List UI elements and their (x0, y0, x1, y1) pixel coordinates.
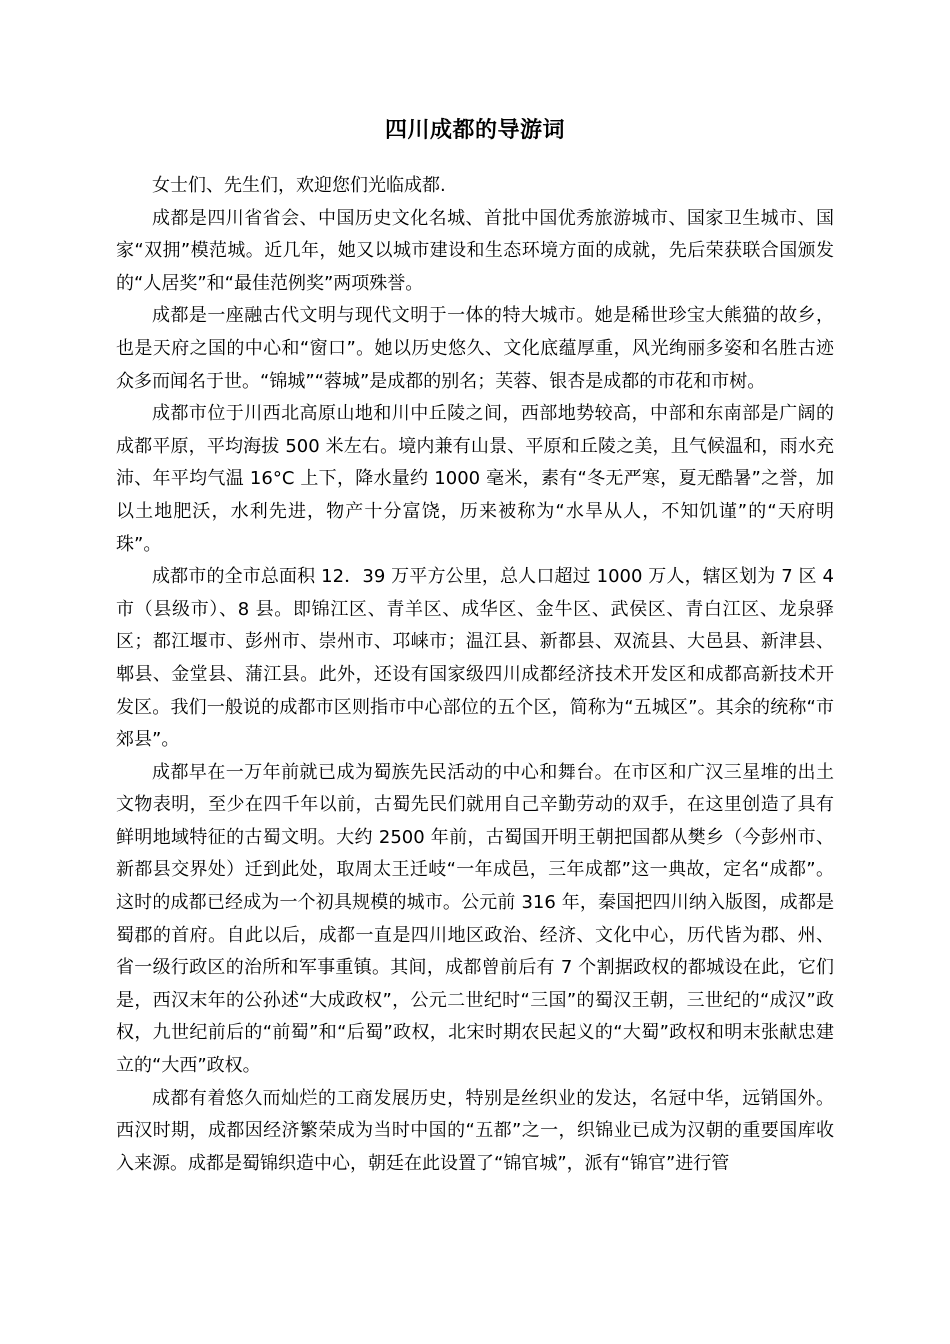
paragraph-administration: 成都市的全市总面积 12．39 万平方公里，总人口超过 1000 万人，辖区划为 7 区 4 市（县级市）、8 县。即锦江区、青羊区、成华区、金牛区、武侯区、青白江区、龙泉驿区；都江堰市、彭州市、崇州市、邛崃市；温江县、新都县、双流县、大邑县、新津县、郫县、金堂县、蒲江县。此外，还设有国家级四川成都经济技术开发区和成都高新技术开发区。我们一般说的成都市区则指市中心部位的五个区，简称为“五城区”。其余的统称“市郊县”。 (116, 566, 834, 751)
paragraph-greeting: 女士们、先生们，欢迎您们光临成都. (152, 175, 446, 196)
document-title: 四川成都的导游词 (384, 118, 565, 143)
paragraph-commerce: 成都有着悠久而灿烂的工商发展历史，特别是丝织业的发达，名冠中华，远销国外。西汉时期，成都因经济繁荣成为当时中国的“五都”之一，织锦业已成为汉朝的重要国库收入来源。成都是蜀锦织造中心，朝廷在此设置了“锦官城”，派有“锦官”进行管 (116, 1087, 834, 1174)
paragraph-history: 成都早在一万年前就已成为蜀族先民活动的中心和舞台。在市区和广汉三星堆的出土文物表明，至少在四千年以前，古蜀先民们就用自己辛勤劳动的双手，在这里创造了具有鲜明地域特征的古蜀文明。大约 2500 年前，古蜀国开明王朝把国都从樊乡（今彭州市、新都县交界处）迁到此处，取周太王迁岐“一年成邑，三年成都”这一典故，定名“成都”。这时的成都已经成为一个初具规模的城市。公元前 316 年，秦国把四川纳入版图，成都是蜀郡的首府。自此以后，成都一直是四川地区政治、经济、文化中心，历代皆为郡、州、省一级行政区的治所和军事重镇。其间，成都曾前后有 7 个割据政权的都城设在此，它们是，西汉末年的公孙述“大成政权”，公元二世纪时“三国”的蜀汉王朝，三世纪的“成汉”政权，九世纪前后的“前蜀”和“后蜀”政权，北宋时期农民起义的“大蜀”政权和明末张献忠建立的“大西”政权。 (116, 761, 834, 1077)
paragraph-culture: 成都是一座融古代文明与现代文明于一体的特大城市。她是稀世珍宝大熊猫的故乡，也是天府之国的中心和“窗口”。她以历史悠久、文化底蕴厚重，风光绚丽多姿和名胜古迹众多而闻名于世。“锦城”“蓉城”是成都的别名；芙蓉、银杏是成都的市花和市树。 (116, 305, 834, 392)
document-body (116, 170, 834, 1180)
paragraph-geography: 成都市位于川西北高原山地和川中丘陵之间，西部地势较高，中部和东南部是广阔的成都平原，平均海拔 500 米左右。境内兼有山景、平原和丘陵之美，且气候温和，雨水充沛、年平均气温 16°C 上下，降水量约 1000 毫米，素有“冬无严寒，夏无酷暑”之誉，加以土地肥沃，水利先进，物产十分富饶，历来被称为“水旱从人，不知饥谨”的“天府明珠”。 (116, 403, 834, 555)
paragraph-city-overview: 成都是四川省省会、中国历史文化名城、首批中国优秀旅游城市、国家卫生城市、国家“双拥”模范城。近几年，她又以城市建设和生态环境方面的成就，先后荣获联合国颁发的“人居奖”和“最佳范例奖”两项殊誉。 (116, 207, 834, 294)
